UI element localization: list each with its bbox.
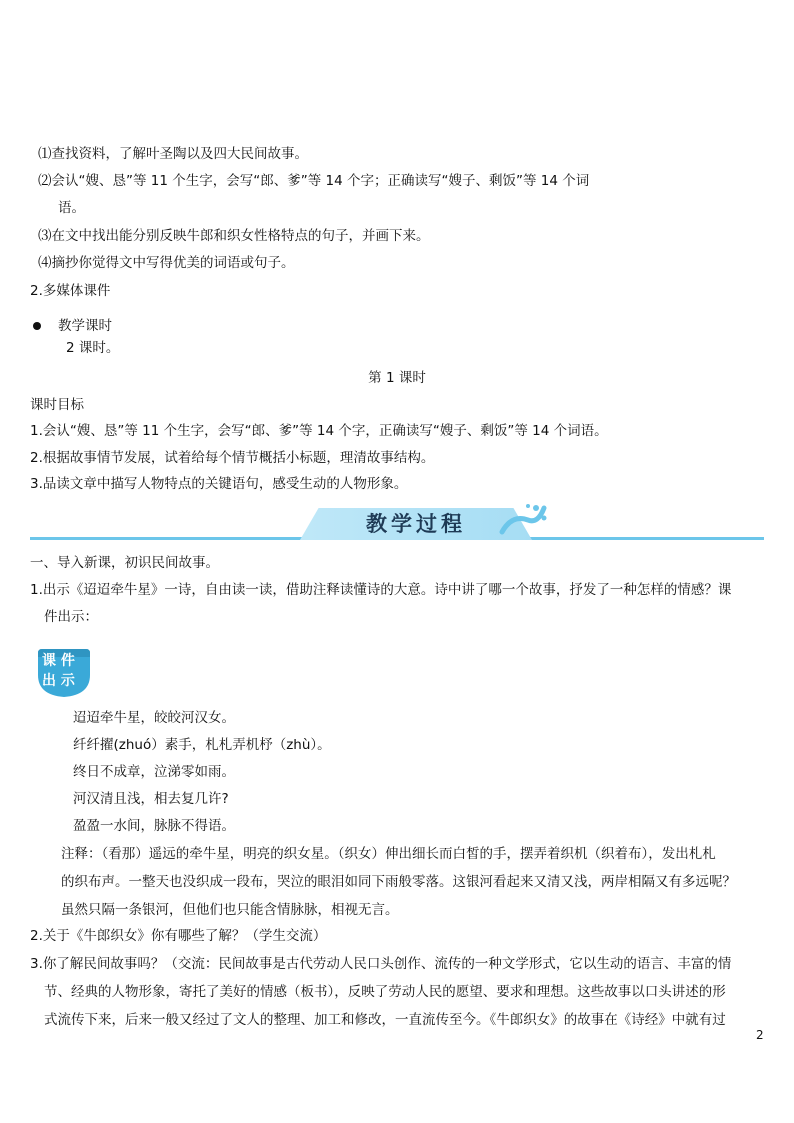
objective-1: 1.会认“嫂、恳”等 11 个生字，会写“郎、爹”等 14 个字，正确读写“嫂子、剩饭”等 14 个词语。: [30, 423, 608, 439]
objectives-heading: 课时目标: [30, 397, 84, 413]
prep-item-3: ⑶在文中找出能分别反映牛郎和织女性格特点的句子，并画下来。: [38, 228, 430, 244]
objective-3: 3.品读文章中描写人物特点的关键语句，感受生动的人物形象。: [30, 476, 408, 492]
poem-line-4: 河汉清且浅，相去复几许?: [73, 791, 229, 807]
banner-title: 教学过程: [366, 512, 466, 536]
prep-item-1: ⑴查找资料，了解叶圣陶以及四大民间故事。: [38, 146, 308, 162]
step-one-line-1: 1.出示《迢迢牵牛星》一诗，自由读一读，借助注释读懂诗的大意。诗中讲了哪一个故事，抒发了一种怎样的情感？课: [30, 582, 732, 598]
class-hours-heading: 教学课时: [58, 318, 112, 334]
bullet-icon: [33, 322, 41, 330]
poem-line-1: 迢迢牵牛星，皎皎河汉女。: [73, 710, 235, 726]
prep-item-2: ⑵会认“嫂、恳”等 11 个生字，会写“郎、爹”等 14 个字；正确读写“嫂子、剩饭”等 14 个词: [38, 173, 590, 189]
multimedia-item: 2.多媒体课件: [30, 283, 111, 299]
step-three-line-1: 3.你了解民间故事吗？（交流：民间故事是古代劳动人民口头创作、流传的一种文学形式，它以生动的语言、丰富的情: [30, 956, 732, 972]
badge-row-1: 课 件: [42, 653, 75, 669]
splash-icon: [498, 502, 548, 538]
section-banner: [30, 502, 764, 548]
courseware-badge: [36, 645, 92, 699]
annotation-line-1: 注释：（看那）遥远的牵牛星，明亮的织女星。（织女）伸出细长而白皙的手，摆弄着织机（织着布），发出札札: [61, 846, 716, 862]
prep-item-4: ⑷摘抄你觉得文中写得优美的词语或句子。: [38, 255, 295, 271]
objective-2: 2.根据故事情节发展，试着给每个情节概括小标题，理清故事结构。: [30, 450, 435, 466]
class-hours-value: 2 课时。: [66, 340, 120, 356]
page-number: 2: [756, 1028, 764, 1042]
poem-line-3: 终日不成章，泣涕零如雨。: [73, 764, 235, 780]
step-three-line-3: 式流传下来，后来一般又经过了文人的整理、加工和修改，一直流传至今。《牛郎织女》的故事在《诗经》中就有过: [44, 1012, 726, 1028]
poem-line-5: 盈盈一水间，脉脉不得语。: [73, 818, 235, 834]
poem-line-2: 纤纤擢(zhuó）素手，札札弄机杼（zhù）。: [73, 737, 331, 753]
section-one-heading: 一、导入新课，初识民间故事。: [30, 555, 219, 571]
step-one-line-2: 件出示：: [44, 609, 98, 625]
step-three-line-2: 节、经典的人物形象，寄托了美好的情感（板书），反映了劳动人民的愿望、要求和理想。这些故事以口头讲述的形: [44, 984, 726, 1000]
annotation-line-2: 的织布声。一整天也没织成一段布，哭泣的眼泪如同下雨般零落。这银河看起来又清又浅，两岸相隔又有多远呢？: [61, 874, 736, 890]
lesson-title: 第 1 课时: [368, 370, 426, 386]
annotation-line-3: 虽然只隔一条银河，但他们也只能含情脉脉，相视无言。: [61, 902, 399, 918]
prep-item-2-continued: 语。: [58, 200, 85, 216]
badge-row-2: 出 示: [42, 673, 75, 689]
step-two: 2.关于《牛郎织女》你有哪些了解？（学生交流）: [30, 928, 327, 944]
